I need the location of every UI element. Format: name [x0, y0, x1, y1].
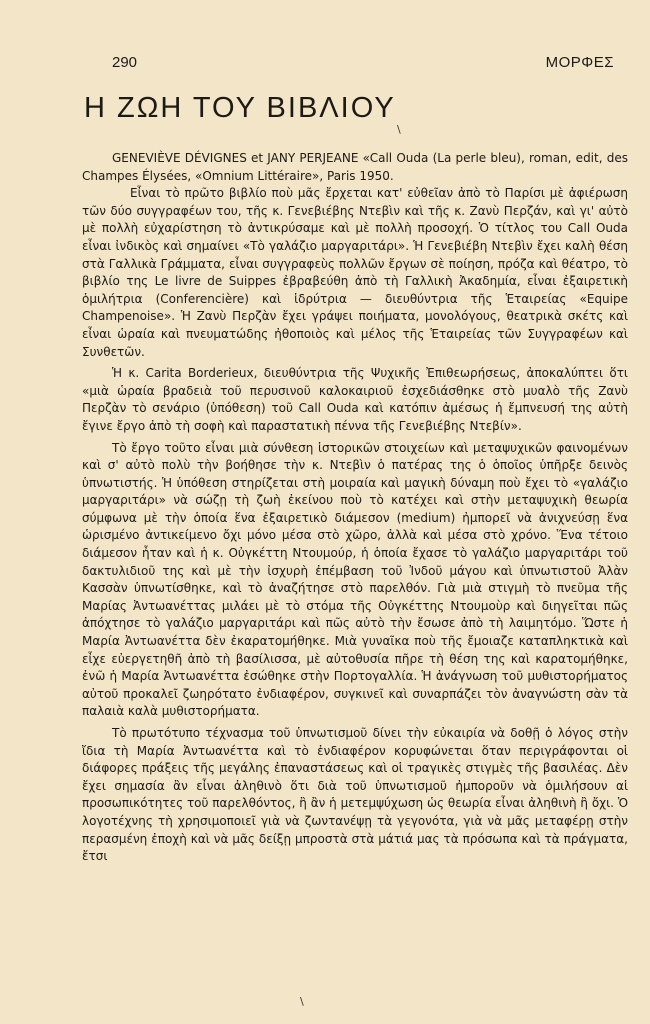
- article-body: [82, 150, 628, 870]
- book-citation: GENEVIÈVE DÉVIGNES et JANY PERJEANE «Call Ouda (La perle bleu), roman, edit, des Champes Élysées, «Omnium Littéraire», Paris 1950.: [82, 151, 628, 183]
- stray-mark: \: [397, 123, 401, 136]
- journal-title: ΜΟΡΦΕΣ: [545, 54, 614, 71]
- paragraph-1: Εἶναι τὸ πρῶτο βιβλίο ποὺ μᾶς ἔρχεται κατ' εὐθεῖαν ἀπὸ τὸ Παρίσι μὲ ἀφιέρωση τῶν δύο συγγραφέων του, τῆς κ. Γενεβιέβης Ντεβὶν καὶ τῆς κ. Ζανὺ Περζάν, καὶ γι' αὐτὸ μὲ πολλὴ εὐχαρίστηση τὸ ἀντικρύσαμε καὶ μὲ πολλὴ προσοχή. Ὁ τίτλος του Call Ouda εἶναι ἰνδικὸς καὶ σημαίνει «Τὸ γαλάζιο μαργαριτάρι». Ἡ Γενεβιέβη Ντεβὶν ἔχει καλὴ θέση στὰ Γαλλικὰ Γράμματα, εἶναι συγγραφεὺς πολλῶν ἔργων σὲ ποίηση, πρόζα καὶ θέατρο, τὸ βιβλίο της Le livre de Suippes ἐβραβεύθη ἀπὸ τὴ Γαλλικὴ Ἀκαδημία, εἶναι ἐξαιρετικὴ ὁμιλήτρια (Conferencière) καὶ ἱδρύτρια — διευθύντρια τῆς Ἑταιρείας «Equipe Champenoise». Ἡ Ζανὺ Περζὰν ἔχει γράψει ποιήματα, μονολόγους, θεατρικὰ σκέτς καὶ εἶναι ὡραία καὶ πνευματώδης ἠθοποιὸς καὶ μέλος τῆς Ἑταιρείας τῶν Συγγραφέων καὶ Συνθετῶν.: [82, 186, 628, 359]
- paragraph-3: Τὸ ἔργο τοῦτο εἶναι μιὰ σύνθεση ἱστορικῶν στοιχείων καὶ μεταψυχικῶν φαινομένων καὶ σ' αὐτὸ πολὺ τὴν βοήθησε τὴν κ. Ντεβὶν ὁ πατέρας της ὁ ὁποῖος ὑπῆρξε δεινὸς ὑπνωτιστής. Ἡ ὑπόθεση στηρίζεται στὴ μοιραία καὶ μαγικὴ δύναμη ποὺ ἔχει τὸ «γαλάζιο μαργαριτάρι» νὰ σώζῃ τὴ ζωὴ ἐκείνου ποὺ τὸ κατέχει καὶ στὴν μεταψυχικὴ θεωρία σύμφωνα μὲ τὴν ὁποία ἕνα ἐξαιρετικὸ διάμεσον (medium) ἠμπορεῖ νὰ ἀνιχνεύσῃ ἕνα ὡρισμένο ἀντικείμενο ὄχι μόνο μέσα στὸ χῶρο, ἀλλὰ καὶ μέσα στὸ χρόνο. Ἕνα τέτοιο διάμεσον ἦταν καὶ ἡ κ. Οὐγκέττη Ντουμούρ, ἡ ὁποία ἔχασε τὸ γαλάζιο μαργαριτάρι τοῦ δακτυλιδιοῦ της καὶ μὲ τὴν ἰσχυρὴ ἐπέμβαση τοῦ Ἰνδοῦ μάγου καὶ ὑπνωτιστοῦ Ἀλὰν Κασσὰν ὑπνωτίσθηκε, καὶ τὸ ἀναζήτησε στὸ παρελθόν. Γιὰ μιὰ στιγμὴ τὸ πνεῦμα τῆς Μαρίας Ἀντωανέττας μιλάει μὲ τὸ στόμα τῆς Οὐγκέττης Ντουμοὺρ καὶ διηγεῖται πῶς ἀπόχτησε τὸ γαλάζιο μαργαριτάρι καὶ πῶς αὐτὸ τὴν ἔσωσε ἀπὸ τὴ λαιμητόμο. Ὥστε ἡ Μαρία Ἀντωανέττα δὲν ἐκαρατομήθηκε. Μιὰ γυναῖκα ποὺ τῆς ἔμοιαζε καταπληκτικὰ καὶ εἶχε εὐεργετηθῆ ἀπὸ τὴ βασίλισσα, μὲ αὐτοθυσία πῆρε τὴ θέση της καὶ καρατομήθηκε, ἐνῶ ἡ Μαρία Ἀντωανέττα ἐσώθηκε στὴν Πορτογαλλία. Ἡ ἀνάγνωση τοῦ μυθιστορήματος αὐτοῦ προκαλεῖ ζωηρότατο ἐνδιαφέρον, συγκινεῖ καὶ συναρπάζει τὸν ἀναγνώστη σὰν τὰ παλαιὰ καλὰ μυθιστορήματα.: [82, 440, 628, 719]
- section-title: Η ΖΩΗ ΤΟΥ ΒΙΒΛΙΟΥ: [84, 92, 396, 124]
- paragraph-4: Τὸ πρωτότυπο τέχνασμα τοῦ ὑπνωτισμοῦ δίνει τὴν εὐκαιρία νὰ δοθῇ ὁ λόγος στὴν ἴδια τὴ Μαρία Ἀντωανέττα καὶ τὸ ἐνδιαφέρον κορυφώνεται ὅταν περιγράφονται οἱ διάφορες πράξεις τῆς μεγάλης ἐπαναστάσεως καὶ οἱ τραγικὲς στιγμὲς τῆς βασιλέας. Δὲν ἔχει σημασία ἂν εἶναι ἀληθινὸ ὅτι διὰ τοῦ ὑπνωτισμοῦ ἠμποροῦν νὰ ὁμιλήσουν αἱ προσωπικότητες τοῦ παρελθόντος, ἢ ἂν ἡ μετεμψύχωση ὡς θεωρία εἶναι ἀληθινὴ ἢ ὄχι. Ὁ λογοτέχνης τὴ χρησιμοποιεῖ γιὰ νὰ ζωντανέψῃ τὰ γεγονότα, γιὰ νὰ μᾶς μεταφέρῃ στὴν περασμένη ἐποχὴ καὶ νὰ μᾶς δείξῃ μπροστὰ στὰ μάτιά μας τὰ πρόσωπα καὶ τὰ πράγματα, ἔτσι: [82, 726, 628, 864]
- page-number: 290: [112, 54, 138, 71]
- stray-mark: \: [300, 995, 304, 1008]
- paragraph-2: Ἡ κ. Carita Borderieux, διευθύντρια τῆς Ψυχικῆς Ἐπιθεωρήσεως, ἀποκαλύπτει ὅτι «μιὰ ὡραία βραδειὰ τοῦ περυσινοῦ καλοκαιριοῦ ἐσχεδιάσθηκε στὸ μυαλὸ τῆς Ζανὺ Περζὰν τὸ σενάριο (ὑπόθεση) τοῦ Call Ouda καὶ κατόπιν ἀμέσως ἡ ἔμπνευσή της αὐτὴ ἔγινε ἔργο ἀπὸ τὴ σοφὴ καὶ παραστατικὴ πέννα τῆς Γενεβιέβης Ντεβίν».: [82, 366, 628, 433]
- running-header: [112, 54, 614, 74]
